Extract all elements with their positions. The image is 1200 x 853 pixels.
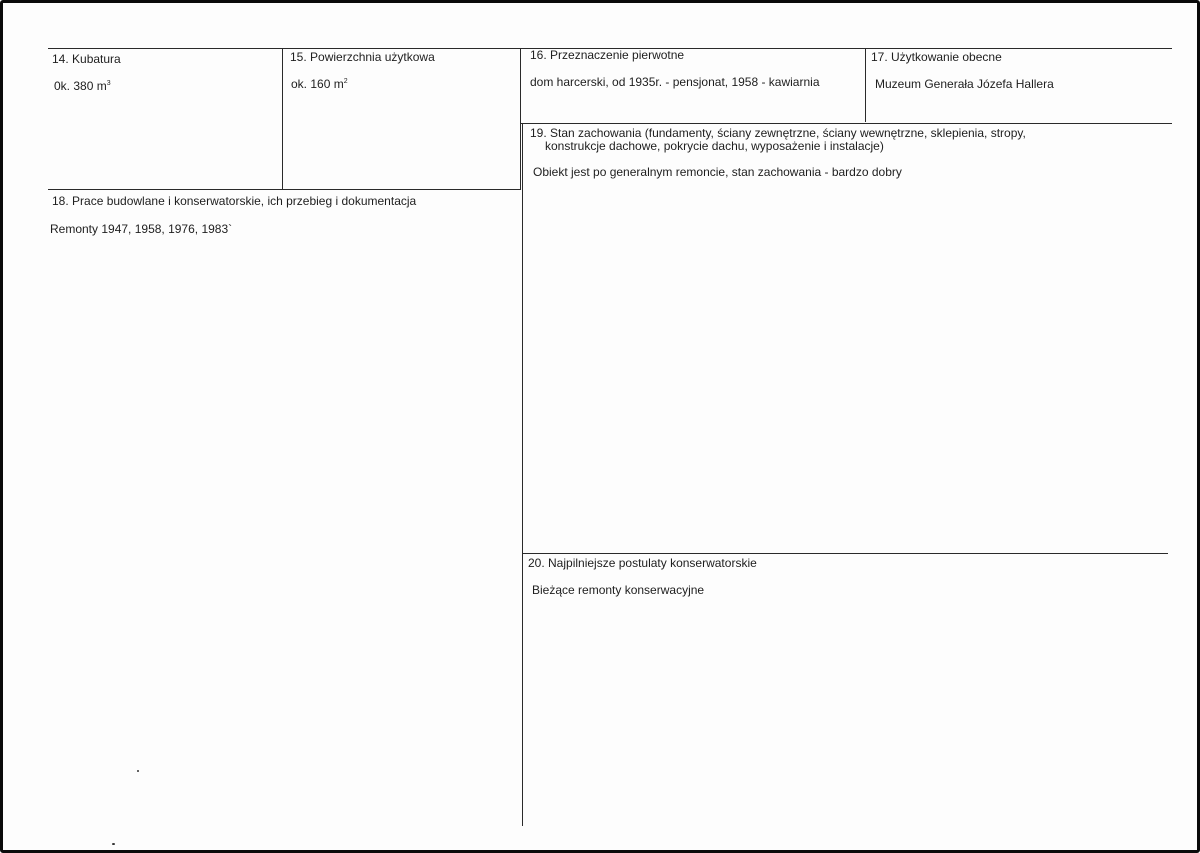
przeznaczenie-label: 16. Przeznaczenie pierwotne [530,48,685,62]
powierzchnia-value [291,77,348,91]
stan-label-line1: 19. Stan zachowania (fundamenty, ściany zewnętrzne, ściany wewnętrzne, sklepienia, stropy, [530,126,1026,140]
postulaty-label: 20. Najpilniejsze postulaty konserwatorskie [528,556,757,570]
scan-speck [137,770,139,772]
powierzchnia-unit-exponent: 2 [343,78,348,85]
uzytkowanie-label: 17. Użytkowanie obecne [871,50,1002,64]
rule-above-18 [48,189,521,190]
rule-above-20 [522,553,1168,554]
stan-value: Obiekt jest po generalnym remoncie, stan zachowania - bardzo dobry [533,165,902,179]
rule-above-19 [520,123,1172,124]
divider-16-17 [865,48,866,122]
kubatura-label: 14. Kubatura [52,52,121,66]
stan-label-line2: konstrukcje dachowe, pokrycie dachu, wyposażenie i instalacje) [545,139,884,153]
kubatura-unit-exponent: 3 [106,80,111,87]
kubatura-number: 0k. 380 m [54,79,107,93]
powierzchnia-number: ok. 160 m [291,77,344,91]
postulaty-value: Bieżące remonty konserwacyjne [532,583,705,597]
przeznaczenie-value: dom harcerski, od 1935r. - pensjonat, 1958 - kawiarnia [530,75,820,89]
uzytkowanie-value: Muzeum Generała Józefa Hallera [875,77,1054,91]
kubatura-value [54,79,111,93]
powierzchnia-label: 15. Powierzchnia użytkowa [290,50,435,64]
prace-label: 18. Prace budowlane i konserwatorskie, ich przebieg i dokumentacja [52,194,417,208]
divider-15-16 [520,48,521,190]
scan-speck [112,843,115,845]
stan-label [530,127,1090,153]
divider-14-15 [282,48,283,190]
main-vertical-divider [522,123,523,826]
prace-value: Remonty 1947, 1958, 1976, 1983` [50,222,233,236]
